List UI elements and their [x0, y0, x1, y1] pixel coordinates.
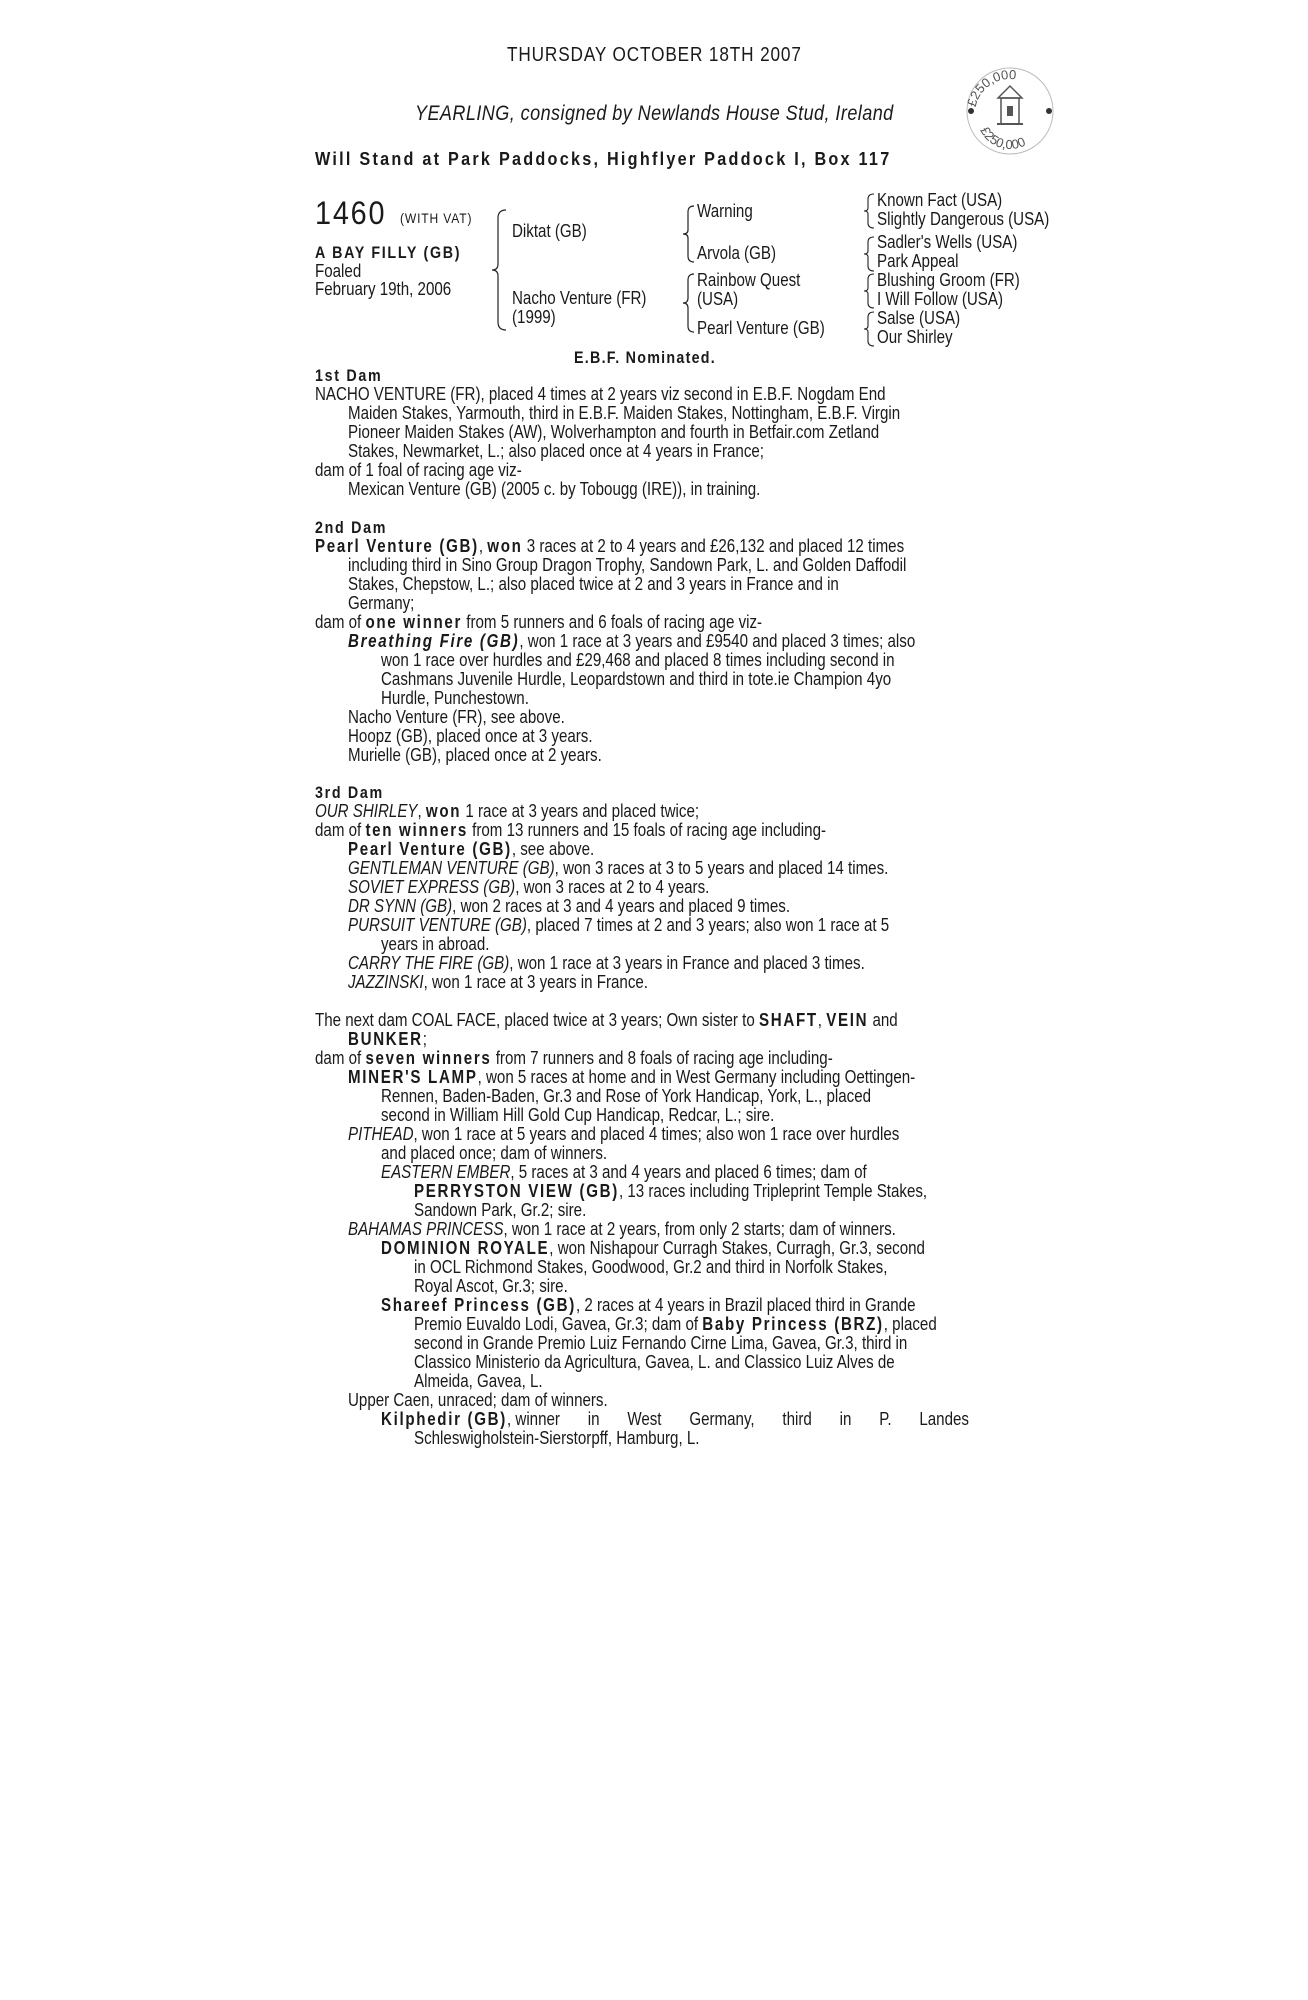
pedigree-brace-dam: [680, 272, 698, 334]
produce-word: Germany,: [689, 1409, 755, 1429]
pedigree-gg-3: Sadler's Wells (USA): [877, 232, 1018, 252]
breathing-fire-line-1: [348, 632, 915, 651]
breathing-fire-line-3: Cashmans Juvenile Hurdle, Leopardstown and third in tote.ie Champion 4yo: [381, 669, 892, 689]
second-dam-line-2: including third in Sino Group Dragon Trophy, Sandown Park, L. and Golden Daffodil: [348, 555, 907, 575]
upper-caen-line: Upper Caen, unraced; dam of winners.: [348, 1390, 608, 1410]
produce-rest: , won 2 races at 3 and 4 years and placed 9 times.: [452, 896, 791, 916]
first-dam-line-4: Stakes, Newmarket, L.; also placed once at 4 years in France;: [348, 441, 765, 461]
seal-top-text: £250,000: [963, 66, 1017, 109]
produce-name: Kilphedir (GB): [381, 1409, 507, 1429]
dominion-royale-line-1: [381, 1239, 925, 1258]
produce-word: , winner: [507, 1409, 560, 1429]
kilphedir-line-1-words: [381, 1410, 969, 1429]
first-dam-line-3: Pioneer Maiden Stakes (AW), Wolverhampton and fourth in Betfair.com Zetland: [348, 422, 880, 442]
second-dam-horse: Pearl Venture (GB): [315, 536, 479, 556]
pedigree-grandsire-2-origin: (USA): [697, 289, 739, 309]
produce-name: GENTLEMAN VENTURE (GB): [348, 858, 555, 878]
vat-text: (WITH VAT): [400, 210, 473, 226]
pedigree-grandsire-1: Warning: [697, 201, 753, 221]
third-dam-line-1-rest: 1 race at 3 years and placed twice;: [465, 801, 700, 821]
dam-of-count: ten winners: [365, 820, 468, 840]
dam-of-pre: dam of: [315, 820, 362, 840]
breathing-fire-line-2: won 1 race over hurdles and £29,468 and placed 8 times including second in: [381, 650, 895, 670]
produce-name: DOMINION ROYALE: [381, 1238, 550, 1258]
produce-rest: , 13 races including Tripleprint Temple Stakes,: [618, 1181, 928, 1201]
breathing-fire-line-4: Hurdle, Punchestown.: [381, 688, 529, 708]
produce-word: third: [782, 1409, 812, 1429]
dam-of-post: from 7 runners and 8 foals of racing age including-: [495, 1048, 833, 1068]
produce-name: CARRY THE FIRE (GB): [348, 953, 510, 973]
produce-name: JAZZINSKI: [348, 972, 424, 992]
third-dam-produce-2: [348, 859, 888, 878]
perryston-view-line-1: [414, 1182, 927, 1201]
miners-lamp-line-3: second in William Hill Gold Cup Handicap, Redcar, L.; sire.: [381, 1105, 775, 1125]
produce-rest: , 5 races at 3 and 4 years and placed 6 times; dam of: [510, 1162, 867, 1182]
produce-rest: , see above.: [511, 839, 595, 859]
produce-rest: , won 1 race at 2 years, from only 2 starts; dam of winners.: [503, 1219, 896, 1239]
second-dam-produce-1: Nacho Venture (FR), see above.: [348, 707, 565, 727]
lot-number-text: 1460: [315, 195, 387, 231]
third-dam-produce-6: [348, 954, 865, 973]
pedigree-granddam-2: Pearl Venture (GB): [697, 318, 825, 338]
produce-rest: , placed: [883, 1314, 937, 1334]
third-dam-produce-4: [348, 897, 790, 916]
produce-name: BAHAMAS PRINCESS: [348, 1219, 504, 1239]
next-dam-line-2: [348, 1030, 427, 1049]
third-dam-horse: OUR SHIRLEY: [315, 801, 418, 821]
produce-rest: , won 5 races at home and in West Germany including Oettingen-: [477, 1067, 916, 1087]
second-dam-won: won: [487, 536, 523, 556]
produce-name: Pearl Venture (GB): [348, 839, 512, 859]
kilphedir-line-2: Schleswigholstein-Sierstorpff, Hamburg, L.: [414, 1428, 700, 1448]
second-dam-line-1-rest: 3 races at 2 to 4 years and £26,132 and placed 12 times: [526, 536, 905, 556]
dam-of-count: seven winners: [365, 1048, 492, 1068]
consignment-text: YEARLING, consigned by Newlands House Stud, Ireland: [414, 102, 894, 125]
pedigree-gg-5: Blushing Groom (FR): [877, 270, 1020, 290]
sibling-bunker: BUNKER: [348, 1029, 423, 1049]
third-dam-heading: 3rd Dam: [315, 783, 384, 802]
pedigree-brace-main: [490, 208, 510, 332]
breathing-fire-rest: , won 1 race at 3 years and £9540 and placed 3 times; also: [519, 631, 916, 651]
dam-of-post: from 13 runners and 15 foals of racing age including-: [472, 820, 827, 840]
pedigree-brace-gg2: [862, 235, 876, 273]
pedigree-gg-8: Our Shirley: [877, 327, 953, 347]
consignment-line: [0, 102, 1308, 126]
first-dam-heading: 1st Dam: [315, 366, 383, 385]
price-seal: [963, 64, 1057, 158]
breathing-fire-name: Breathing Fire (GB): [348, 631, 520, 651]
third-dam-line-1: OUR SHIRLEY, won 1 race at 3 years and placed twice;: [315, 801, 700, 821]
shareef-princess-line-1: [381, 1296, 915, 1315]
pithead-line-2: and placed once; dam of winners.: [381, 1143, 608, 1163]
produce-name: Shareef Princess (GB): [381, 1295, 576, 1315]
pedigree-granddam-1: Arvola (GB): [697, 243, 776, 263]
produce-word: West: [627, 1409, 662, 1429]
miners-lamp-line-1: [348, 1068, 915, 1087]
produce-rest: , placed 7 times at 2 and 3 years; also won 1 race at 5: [526, 915, 890, 935]
produce-name: Baby Princess (BRZ): [702, 1314, 884, 1334]
shareef-princess-line-2: [414, 1315, 937, 1334]
and-word: and: [872, 1010, 898, 1030]
comma: ,: [817, 1010, 823, 1030]
produce-rest: , 2 races at 4 years in Brazil placed third in Grande: [575, 1295, 916, 1315]
semicolon: ;: [422, 1029, 427, 1049]
next-dam-intro: The next dam COAL FACE, placed twice at 3 years; Own sister to: [315, 1010, 755, 1030]
pedigree-brace-gg4: [862, 310, 876, 348]
pedigree-gg-4: Park Appeal: [877, 251, 959, 271]
third-dam-produce-5-line-2: years in abroad.: [381, 934, 490, 954]
third-dam-produce-1: [348, 840, 594, 859]
produce-word: in: [839, 1409, 852, 1429]
produce-word: in: [587, 1409, 600, 1429]
building-icon: [997, 86, 1023, 124]
second-dam-dam-of: [315, 613, 762, 632]
first-dam-line-2: Maiden Stakes, Yarmouth, third in E.B.F. Maiden Stakes, Nottingham, E.B.F. Virgin: [348, 403, 901, 423]
dam-of-post: from 5 runners and 6 foals of racing age viz-: [466, 612, 763, 632]
third-dam-dam-of: [315, 821, 826, 840]
first-dam-line-1: NACHO VENTURE (FR), placed 4 times at 2 years viz second in E.B.F. Nogdam End: [315, 384, 886, 404]
first-dam-line-6: Mexican Venture (GB) (2005 c. by Tobougg (IRE)), in training.: [348, 479, 761, 499]
second-dam-line-1: Pearl Venture (GB), won 3 races at 2 to 4 years and £26,132 and placed 12 times: [315, 536, 905, 556]
second-dam-line-3: Stakes, Chepstow, L.; also placed twice at 2 and 3 years in France and in: [348, 574, 839, 594]
produce-name: EASTERN EMBER: [381, 1162, 511, 1182]
produce-name: DR SYNN (GB): [348, 896, 453, 916]
foaled-date: February 19th, 2006: [315, 279, 452, 299]
produce-word: Landes: [919, 1409, 969, 1429]
sibling-vein: VEIN: [826, 1010, 869, 1030]
produce-name: PERRYSTON VIEW (GB): [414, 1181, 619, 1201]
pedigree-gg-6: I Will Follow (USA): [877, 289, 1004, 309]
produce-rest: Premio Euvaldo Lodi, Gavea, Gr.3; dam of: [414, 1314, 699, 1334]
produce-word: P.: [879, 1409, 892, 1429]
eastern-ember-line-1: [381, 1163, 867, 1182]
shareef-princess-line-3: second in Grande Premio Luiz Fernando Cirne Lima, Gavea, Gr.3, third in: [414, 1333, 908, 1353]
dam-of-pre: dam of: [315, 612, 362, 632]
pedigree-brace-gg3: [862, 272, 876, 310]
third-dam-won: won: [425, 801, 462, 821]
produce-rest: , won 3 races at 3 to 5 years and placed 14 times.: [554, 858, 889, 878]
pithead-line-1: [348, 1125, 899, 1144]
seal-bottom-text: £250,000: [977, 123, 1028, 153]
dominion-royale-line-3: Royal Ascot, Gr.3; sire.: [414, 1276, 568, 1296]
pedigree-brace-gg1: [862, 192, 876, 230]
perryston-view-line-2: Sandown Park, Gr.2; sire.: [414, 1200, 587, 1220]
third-dam-produce-5: [348, 916, 889, 935]
bahamas-princess-line-1: [348, 1220, 896, 1239]
lot-number: [315, 195, 394, 232]
pedigree-brace-sire: [680, 204, 698, 264]
dam-of-pre: dam of: [315, 1048, 362, 1068]
produce-name: MINER'S LAMP: [348, 1067, 478, 1087]
second-dam-produce-2: Hoopz (GB), placed once at 3 years.: [348, 726, 593, 746]
kilphedir-line-1: [381, 1410, 969, 1429]
vat-note: [400, 210, 484, 226]
second-dam-heading: 2nd Dam: [315, 518, 388, 537]
pedigree-dam-year: (1999): [512, 307, 556, 327]
dam-of-count: one winner: [365, 612, 463, 632]
third-dam-produce-7: [348, 973, 648, 992]
produce-name: PITHEAD: [348, 1124, 414, 1144]
produce-rest: , won 1 race at 3 years in France.: [423, 972, 649, 992]
first-dam-line-5: dam of 1 foal of racing age viz-: [315, 460, 522, 480]
miners-lamp-line-2: Rennen, Baden-Baden, Gr.3 and Rose of York Handicap, York, L., placed: [381, 1086, 872, 1106]
ebf-nominated: E.B.F. Nominated.: [574, 348, 717, 367]
shareef-princess-line-5: Almeida, Gavea, L.: [414, 1371, 543, 1391]
shareef-princess-line-4: Classico Ministerio da Agricultura, Gavea, L. and Classico Luiz Alves de: [414, 1352, 895, 1372]
produce-name: SOVIET EXPRESS (GB): [348, 877, 516, 897]
produce-rest: , won 3 races at 2 to 4 years.: [515, 877, 710, 897]
pedigree-dam: Nacho Venture (FR): [512, 288, 647, 308]
produce-rest: , won 1 race at 5 years and placed 4 times; also won 1 race over hurdles: [413, 1124, 900, 1144]
produce-name: PURSUIT VENTURE (GB): [348, 915, 527, 935]
second-dam-line-4: Germany;: [348, 593, 415, 613]
pedigree-grandsire-2: Rainbow Quest: [697, 270, 801, 290]
next-dam-line-1: [315, 1011, 898, 1030]
produce-rest: , won 1 race at 3 years in France and placed 3 times.: [509, 953, 865, 973]
pedigree-sire: Diktat (GB): [512, 221, 587, 241]
foaled-label: Foaled: [315, 261, 362, 281]
lot-name: A BAY FILLY (GB): [315, 243, 462, 262]
pedigree-gg-7: Salse (USA): [877, 308, 961, 328]
produce-rest: , won Nishapour Curragh Stakes, Curragh, Gr.3, second: [549, 1238, 925, 1258]
sibling-shaft: SHAFT: [758, 1010, 818, 1030]
stand-location: Will Stand at Park Paddocks, Highflyer Paddock I, Box 117: [315, 149, 892, 169]
sale-date-text: THURSDAY OCTOBER 18TH 2007: [506, 44, 802, 66]
second-dam-produce-3: Murielle (GB), placed once at 2 years.: [348, 745, 602, 765]
next-dam-dam-of: [315, 1049, 833, 1068]
sale-date: [0, 46, 1308, 65]
pedigree-gg-1: Known Fact (USA): [877, 190, 1003, 210]
dominion-royale-line-2: in OCL Richmond Stakes, Goodwood, Gr.2 and third in Norfolk Stakes,: [414, 1257, 888, 1277]
third-dam-produce-3: [348, 878, 709, 897]
pedigree-gg-2: Slightly Dangerous (USA): [877, 209, 1050, 229]
